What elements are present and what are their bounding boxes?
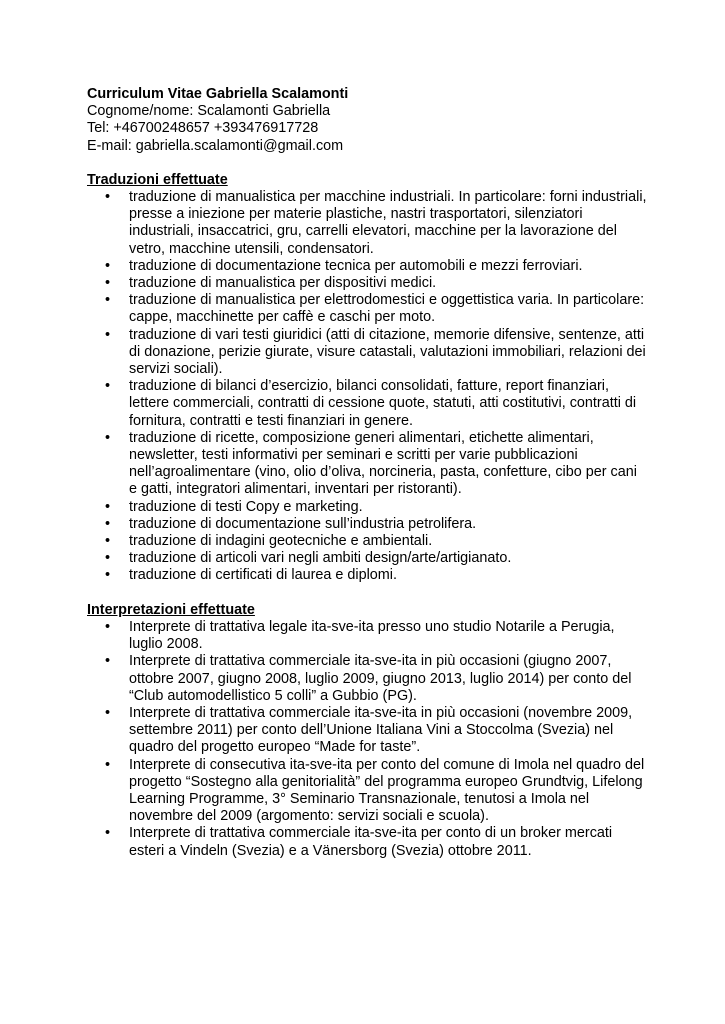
phone-line: Tel: +46700248657 +393476917728 <box>87 120 319 137</box>
list-item <box>87 619 647 653</box>
list-item <box>87 533 647 550</box>
bullet-icon: • <box>105 275 111 292</box>
list-item-text: Interprete di trattativa commerciale ita-sve-ita per conto di un broker mercati esteri a Vindeln (Svezia) e a Vänersborg (Svezia) ottobre 2011. <box>129 825 613 859</box>
list-item <box>87 499 647 516</box>
list-item-text: Interprete di trattativa legale ita-sve-ita presso uno studio Notarile a Perugia, luglio 2008. <box>129 618 615 653</box>
bullet-icon: • <box>105 567 111 584</box>
bullet-icon: • <box>105 756 111 773</box>
bullet-icon: • <box>105 653 111 670</box>
bullet-icon: • <box>105 189 111 206</box>
list-item-text: traduzione di documentazione tecnica per automobili e mezzi ferroviari. <box>129 257 583 274</box>
list-item-text: Interprete di trattativa commerciale ita-sve-ita in più occasioni (giugno 2007, ottobre 2007, giugno 2008, luglio 2009, giugno 2013, luglio 2014) per conto del “Club automodellistico 5 colli” a Gubbio (PG). <box>129 653 632 704</box>
list-item <box>87 567 647 584</box>
section-interpretations <box>87 602 647 860</box>
list-item <box>87 516 647 533</box>
translations-list <box>87 189 647 585</box>
bullet-icon: • <box>105 515 111 532</box>
list-item <box>87 653 647 705</box>
bullet-icon: • <box>105 292 111 309</box>
list-item <box>87 705 647 757</box>
section-translations <box>87 172 647 585</box>
list-item-text: traduzione di manualistica per dispositivi medici. <box>129 275 437 292</box>
bullet-icon: • <box>105 618 111 635</box>
list-item <box>87 292 647 326</box>
list-item-text: traduzione di indagini geotecniche e ambientali. <box>129 533 433 550</box>
list-item-text: traduzione di documentazione sull’industria petrolifera. <box>129 515 477 532</box>
bullet-icon: • <box>105 498 111 515</box>
list-item <box>87 378 647 430</box>
list-item <box>87 825 647 859</box>
section-heading-translations: Traduzioni effettuate <box>87 171 228 188</box>
bullet-icon: • <box>105 533 111 550</box>
interpretations-list <box>87 619 647 860</box>
list-item <box>87 757 647 826</box>
list-item-text: traduzione di testi Copy e marketing. <box>129 498 363 515</box>
bullet-icon: • <box>105 825 111 842</box>
bullet-icon: • <box>105 550 111 567</box>
name-line: Cognome/nome: Scalamonti Gabriella <box>87 103 331 120</box>
list-item-text: Interprete di consecutiva ita-sve-ita per conto del comune di Imola nel quadro del progetto “Sostegno alla genitorialità” del programma europeo Grundtvig, Lifelong Learning Programme, 3° Seminario Transnazionale, tenutosi a Imola nel novembre del 2009 (argomento: servizi sociali e scuola). <box>129 756 645 825</box>
list-item <box>87 189 647 258</box>
bullet-icon: • <box>105 429 111 446</box>
list-item <box>87 327 647 379</box>
list-item-text: traduzione di manualistica per macchine industriali. In particolare: forni industriali, presse a iniezione per materie plastiche, nastri trasportatori, silenziatori industriali, insaccatrici, gru, carrelli elevatori, macchine per la lavorazione del vetro, macchine utensili, condensatori. <box>129 189 647 257</box>
list-item-text: traduzione di bilanci d’esercizio, bilanci consolidati, fatture, report finanziari, lettere commerciali, contratti di cessione quote, statuti, atti costitutivi, contratti di fornitura, contratti e testi finanziari in genere. <box>129 378 637 429</box>
list-item-text: traduzione di manualistica per elettrodomestici e oggettistica varia. In particolare: cappe, macchinette per caffè e caschi per moto. <box>129 292 645 326</box>
list-item-text: traduzione di ricette, composizione generi alimentari, etichette alimentari, newsletter, testi informativi per seminari e scritti per varie pubblicazioni nell’agroalimentare (vino, olio d’oliva, norcineria, pasta, confetture, cibo per cani e gatti, integratori alimentari, inventari per ristoranti). <box>129 429 637 498</box>
bullet-icon: • <box>105 326 111 343</box>
list-item <box>87 430 647 499</box>
bullet-icon: • <box>105 704 111 721</box>
cv-title: Curriculum Vitae Gabriella Scalamonti <box>87 86 349 102</box>
bullet-icon: • <box>105 378 111 395</box>
list-item-text: Interprete di trattativa commerciale ita-sve-ita in più occasioni (novembre 2009, settembre 2011) per conto dell’Unione Italiana Vini a Stoccolma (Svezia) nel quadro del progetto europeo “Made for taste”. <box>129 704 633 756</box>
cv-document <box>87 86 647 860</box>
bullet-icon: • <box>105 257 111 274</box>
list-item-text: traduzione di vari testi giuridici (atti di citazione, memorie difensive, sentenze, atti di donazione, perizie giurate, visure catastali, valutazioni immobiliari, relazioni dei servizi sociali). <box>129 326 646 378</box>
list-item-text: traduzione di articoli vari negli ambiti design/arte/artigianato. <box>129 550 512 567</box>
list-item-text: traduzione di certificati di laurea e diplomi. <box>129 567 397 584</box>
list-item <box>87 258 647 275</box>
section-heading-interpretations: Interpretazioni effettuate <box>87 601 255 618</box>
list-item <box>87 275 647 292</box>
email-line: E-mail: gabriella.scalamonti@gmail.com <box>87 137 344 154</box>
list-item <box>87 550 647 567</box>
